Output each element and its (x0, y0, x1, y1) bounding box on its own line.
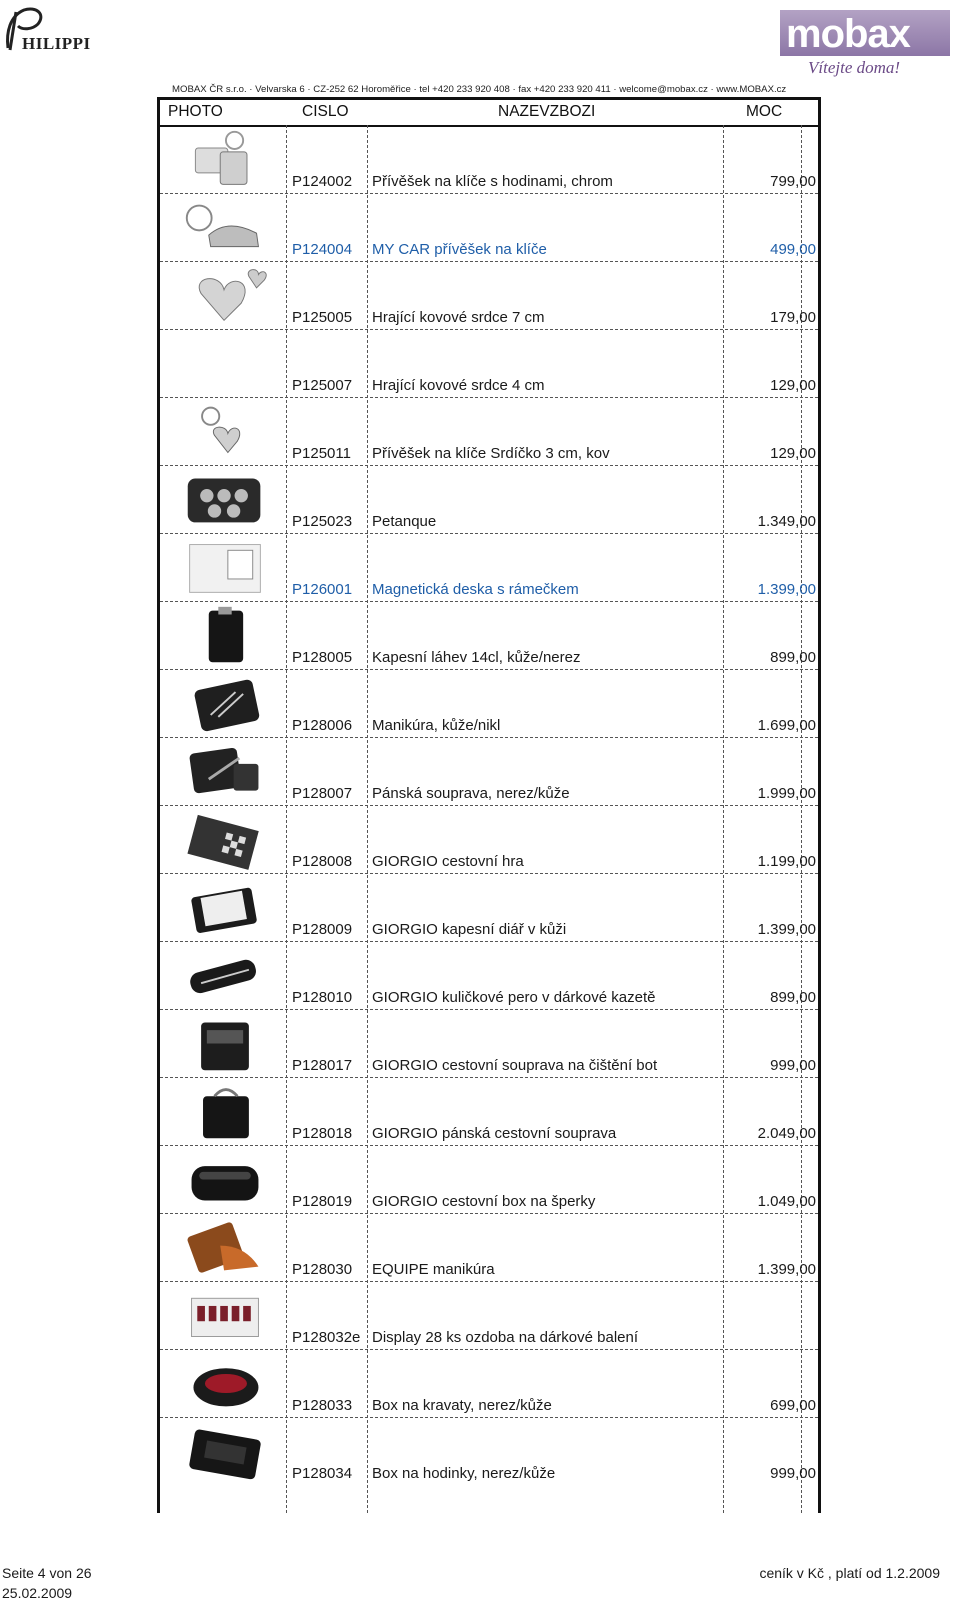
product-photo-keyring-clock-photo (182, 128, 268, 191)
cell-moc: 1.199,00 (757, 853, 816, 870)
product-photo-petanque-set-photo (182, 468, 268, 531)
table-row (160, 261, 818, 330)
cell-moc: 1.699,00 (757, 717, 816, 734)
cell-nazev: MY CAR přívěšek na klíče (372, 241, 547, 258)
cell-moc: 129,00 (770, 445, 816, 462)
cell-cislo: P128006 (292, 717, 353, 734)
cell-nazev: Petanque (372, 513, 437, 530)
cell-nazev: Přívěšek na klíče s hodinami, chrom (372, 173, 613, 190)
table-row (160, 193, 818, 262)
cell-moc: 129,00 (770, 377, 816, 394)
mobax-tagline: Vítejte doma! (808, 58, 901, 77)
cell-moc: 1.349,00 (757, 513, 816, 530)
product-photo-car-keyring-photo (182, 196, 268, 259)
cell-cislo: P128032e (292, 1329, 361, 1346)
table-row (160, 1077, 818, 1146)
cell-cislo: P124004 (292, 241, 353, 258)
table-row (160, 465, 818, 534)
price-list-table (157, 97, 821, 1513)
table-row (160, 1145, 818, 1214)
mobax-wordmark: mobax (786, 12, 910, 56)
cell-cislo: P125007 (292, 377, 353, 394)
cell-moc: 1.049,00 (757, 1193, 816, 1210)
cell-nazev: GIORGIO cestovní box na šperky (372, 1193, 596, 1210)
table-row (160, 941, 818, 1010)
cell-nazev: GIORGIO pánská cestovní souprava (372, 1125, 617, 1142)
cell-moc: 799,00 (770, 173, 816, 190)
cell-nazev: Hrající kovové srdce 4 cm (372, 377, 545, 394)
product-photo-display-box-photo (182, 1284, 268, 1347)
product-photo-hip-flask-photo (182, 604, 268, 667)
product-photo-manicure-case-photo (182, 672, 268, 735)
table-row (160, 533, 818, 602)
cell-nazev: Přívěšek na klíče Srdíčko 3 cm, kov (372, 445, 610, 462)
cell-moc: 1.399,00 (757, 921, 816, 938)
cell-cislo: P128010 (292, 989, 353, 1006)
table-row (160, 397, 818, 466)
cell-cislo: P125005 (292, 309, 353, 326)
cell-cislo: P128018 (292, 1125, 353, 1142)
product-photo-pen-case-photo (182, 944, 268, 1007)
cell-moc: 999,00 (770, 1057, 816, 1074)
table-row (160, 873, 818, 942)
cell-nazev: GIORGIO cestovní souprava na čištění bot (372, 1057, 658, 1074)
cell-nazev: Manikúra, kůže/nikl (372, 717, 501, 734)
column-header-cislo: CISLO (302, 103, 349, 120)
cell-cislo: P128019 (292, 1193, 353, 1210)
product-photo-jewel-box-photo (182, 1148, 268, 1211)
company-address-line: MOBAX ČR s.r.o. · Velvarska 6 · CZ-252 62 Horoměřice · tel +420 233 920 408 · fax +420 233 920 411 · welcome@mobax.cz · www.MOBAX.cz (172, 84, 787, 95)
product-photo-pocket-diary-photo (182, 876, 268, 939)
cell-cislo: P125011 (292, 445, 351, 462)
table-row (160, 1213, 818, 1282)
cell-nazev: Box na hodinky, nerez/kůže (372, 1465, 556, 1482)
table-row (160, 1009, 818, 1078)
mobax-logo-box (780, 10, 950, 56)
cell-cislo: P128017 (292, 1057, 353, 1074)
footer-page-number: Seite 4 von 26 (2, 1565, 92, 1581)
cell-moc: 999,00 (770, 1465, 816, 1482)
column-header-moc: MOC (746, 103, 783, 120)
cell-cislo: P128030 (292, 1261, 353, 1278)
table-row (160, 329, 818, 398)
cell-cislo: P128007 (292, 785, 353, 802)
product-photo-mens-set-photo (182, 740, 268, 803)
table-row (160, 1281, 818, 1350)
cell-nazev: Hrající kovové srdce 7 cm (372, 309, 545, 326)
table-row (160, 669, 818, 738)
cell-cislo: P128033 (292, 1397, 353, 1414)
column-header-nazev: NAZEVZBOZI (498, 103, 596, 120)
cell-nazev: Pánská souprava, nerez/kůže (372, 785, 570, 802)
column-header-photo: PHOTO (168, 103, 223, 120)
cell-moc: 899,00 (770, 649, 816, 666)
cell-moc: 899,00 (770, 989, 816, 1006)
cell-nazev: GIORGIO cestovní hra (372, 853, 524, 870)
product-photo-equipe-manicure-photo (182, 1216, 268, 1279)
table-row (160, 737, 818, 806)
cell-nazev: Magnetická deska s rámečkem (372, 581, 579, 598)
cell-cislo: P125023 (292, 513, 353, 530)
philippi-logo (2, 2, 102, 56)
mobax-logo (780, 10, 950, 82)
cell-moc: 699,00 (770, 1397, 816, 1414)
cell-cislo: P126001 (292, 581, 353, 598)
cell-nazev: Kapesní láhev 14cl, kůže/nerez (372, 649, 581, 666)
cell-moc: 2.049,00 (757, 1125, 816, 1142)
cell-nazev: GIORGIO kuličkové pero v dárkové kazetě (372, 989, 656, 1006)
table-row (160, 601, 818, 670)
table-row (160, 125, 818, 194)
cell-moc: 179,00 (770, 309, 816, 326)
cell-nazev: EQUIPE manikúra (372, 1261, 495, 1278)
product-photo-tie-box-photo (182, 1352, 268, 1415)
cell-moc: 1.399,00 (757, 581, 816, 598)
cell-cislo: P128009 (292, 921, 353, 938)
product-photo-travel-bag-photo (182, 1080, 268, 1143)
cell-cislo: P124002 (292, 173, 353, 190)
cell-moc: 499,00 (770, 241, 816, 258)
cell-cislo: P128008 (292, 853, 353, 870)
cell-moc: 1.399,00 (757, 1261, 816, 1278)
table-row (160, 1349, 818, 1418)
cell-nazev: Box na kravaty, nerez/kůže (372, 1397, 552, 1414)
product-photo-metal-heart-photo (182, 264, 268, 327)
cell-moc: 1.999,00 (757, 785, 816, 802)
table-row (160, 1417, 818, 1486)
cell-cislo: P128005 (292, 649, 353, 666)
product-photo-heart-keyring-photo (182, 400, 268, 463)
product-photo-magnetic-board-photo (182, 536, 268, 599)
footer-price-note: ceník v Kč , platí od 1.2.2009 (759, 1565, 940, 1581)
table-row (160, 805, 818, 874)
philippi-wordmark: HILIPPI (22, 34, 91, 53)
cell-cislo: P128034 (292, 1465, 353, 1482)
cell-nazev: GIORGIO kapesní diář v kůži (372, 921, 567, 938)
product-photo-travel-game-photo (182, 808, 268, 871)
cell-nazev: Display 28 ks ozdoba na dárkové balení (372, 1329, 639, 1346)
table-header (160, 100, 818, 127)
product-photo-shoe-kit-photo (182, 1012, 268, 1075)
product-photo-watch-box-photo (182, 1420, 268, 1483)
footer-date: 25.02.2009 (2, 1585, 73, 1601)
